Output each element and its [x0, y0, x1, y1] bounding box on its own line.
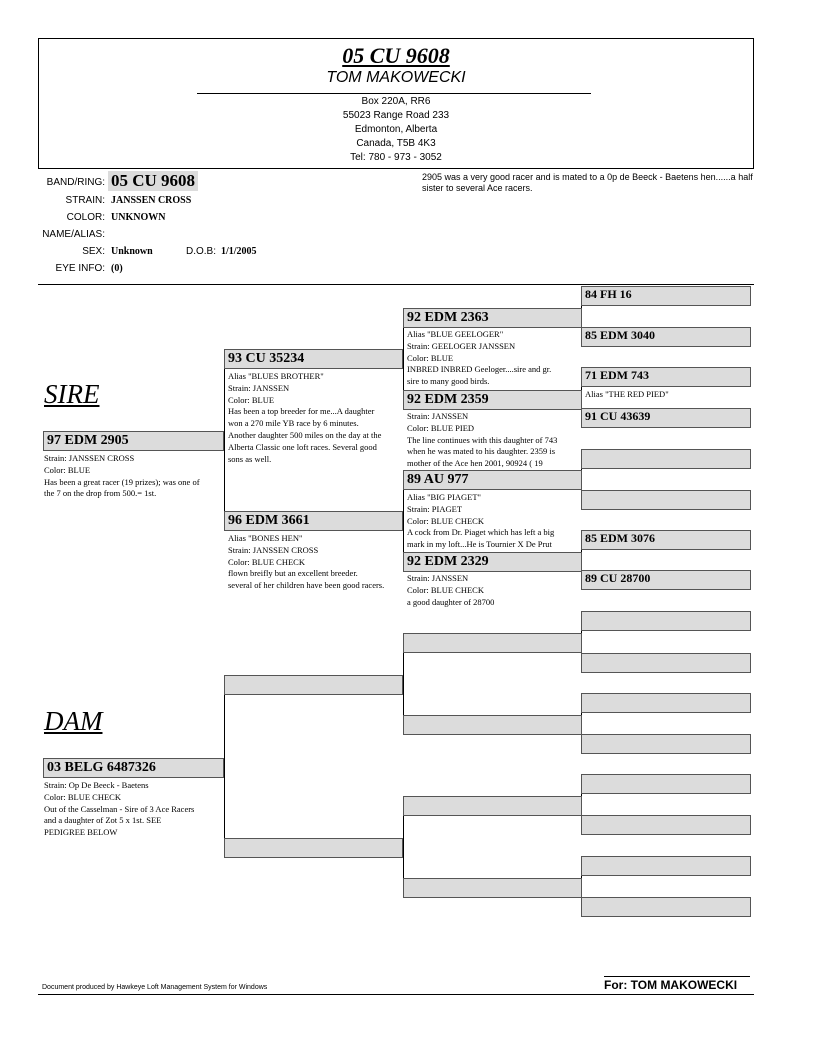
detail-line: flown breifly but an excellent breeder.	[228, 568, 358, 579]
pedigree-header	[38, 38, 754, 169]
detail-line: A cock from Dr. Piaget which has left a big	[407, 527, 555, 538]
color-value: UNKNOWN	[111, 212, 166, 223]
sds-band: 89 AU 977	[403, 470, 582, 490]
g4-band-1: 84 FH 16	[581, 286, 751, 306]
sire-band: 97 EDM 2905	[43, 431, 224, 451]
detail-line: Color: BLUE CHECK	[407, 515, 484, 526]
dam-color: Color: BLUE CHECK	[44, 791, 121, 802]
sdd-details	[407, 573, 581, 608]
detail-line: Alberta Classic one loft races. Several good	[228, 441, 377, 452]
detail-line: sire to many good birds.	[407, 376, 490, 387]
g4-band-3-alias: Alias "THE RED PIED"	[585, 389, 669, 399]
detail-line: The line continues with this daughter of 743	[407, 434, 558, 445]
address-line: Box 220A, RR6	[361, 96, 431, 107]
detail-line: mark in my loft...He is Tournier X De Prut	[407, 539, 552, 550]
address-line: Tel: 780 - 973 - 3052	[350, 152, 442, 163]
dam-comment: PEDIGREE BELOW	[44, 827, 118, 838]
detail-line: Alias "BIG PIAGET"	[407, 492, 481, 502]
sds-details	[407, 492, 581, 551]
g4-band-16	[581, 897, 751, 917]
header-owner: TOM MAKOWECKI	[326, 69, 466, 86]
strain-label: STRAIN:	[65, 195, 105, 206]
ssd-details	[407, 411, 581, 470]
detail-line: Strain: PIAGET	[407, 503, 463, 514]
color-label: COLOR:	[66, 212, 105, 223]
detail-line: Strain: GEELOGER JANSSEN	[407, 340, 516, 351]
g4-band-15	[581, 856, 751, 876]
sex-value: Unknown	[111, 246, 153, 257]
ddd-band	[403, 878, 582, 898]
dsd-band	[403, 715, 582, 735]
detail-line: won a 270 mile YB race by 6 minutes.	[228, 418, 359, 429]
detail-line: Strain: JANSSEN	[407, 411, 469, 421]
band-label: BAND/RING:	[46, 177, 105, 188]
footer-owner: For: TOM MAKOWECKI	[604, 976, 750, 992]
sire-details	[44, 453, 224, 500]
g4-band-11	[581, 693, 751, 713]
address-line: Canada, T5B 4K3	[356, 138, 436, 149]
header-band: 05 CU 9608	[342, 43, 450, 68]
dss-band	[403, 633, 582, 653]
dam-details	[44, 780, 224, 839]
sire-dam-band: 96 EDM 3661	[224, 511, 403, 531]
connector	[224, 685, 225, 848]
detail-line: Alias "BLUE GEELOGER"	[407, 329, 504, 339]
dam-band: 03 BELG 6487326	[43, 758, 224, 778]
strain-value: JANSSEN CROSS	[111, 195, 192, 206]
sire-comment: Has been a great racer (19 prizes); was one of	[44, 476, 200, 487]
detail-line: Color: BLUE CHECK	[228, 556, 305, 567]
sire-label: SIRE	[44, 379, 100, 409]
detail-line: a good daughter of 28700	[407, 596, 495, 607]
g4-band-12	[581, 734, 751, 754]
dds-band	[403, 796, 582, 816]
section-divider	[38, 284, 754, 285]
detail-line: Alias "BONES HEN"	[228, 533, 303, 543]
g4-band-8: 89 CU 28700	[581, 570, 751, 590]
g4-band-4: 91 CU 43639	[581, 408, 751, 428]
detail-line: when he was mated to his daughter. 2359 is	[407, 446, 556, 457]
sire-strain: Strain: JANSSEN CROSS	[44, 453, 135, 463]
connector	[403, 318, 404, 400]
g4-band-5	[581, 449, 751, 469]
dam-comment: and a daughter of Zot 5 x 1st. SEE	[44, 815, 162, 826]
notes-text: 2905 was a very good racer and is mated to a 0p de Beeck - Baetens hen......a half sister to several Ace racers.	[422, 172, 753, 193]
detail-line: Strain: JANSSEN CROSS	[228, 544, 319, 555]
g4-band-13	[581, 774, 751, 794]
sex-label: SEX:	[82, 246, 105, 257]
dob-label: D.O.B:	[186, 246, 217, 257]
address-line: 55023 Range Road 233	[342, 110, 450, 121]
sss-details	[407, 329, 581, 388]
connector	[403, 643, 404, 725]
footer-divider	[38, 994, 754, 995]
eye-value: (0)	[111, 263, 123, 274]
address-line: Edmonton, Alberta	[354, 124, 438, 135]
detail-line: Another daughter 500 miles on the day at the	[228, 429, 382, 440]
detail-line: INBRED INBRED Geeloger....sire and gr.	[407, 364, 552, 375]
sire-comment: the 7 on the drop from 500.= 1st.	[44, 488, 157, 499]
detail-line: Strain: JANSSEN	[228, 382, 290, 393]
band-value: 05 CU 9608	[108, 171, 198, 191]
dam-dam-band	[224, 838, 403, 858]
g4-band-6	[581, 490, 751, 510]
detail-line: Alias "BLUES BROTHER"	[228, 371, 324, 381]
g4-band-2: 85 EDM 3040	[581, 327, 751, 347]
eye-label: EYE INFO:	[55, 263, 105, 274]
g4-band-7: 85 EDM 3076	[581, 530, 751, 550]
sire-sire-band: 93 CU 35234	[224, 349, 403, 369]
detail-line: several of her children have been good racers.	[228, 580, 385, 591]
ssd-band: 92 EDM 2359	[403, 390, 582, 410]
detail-line: Has been a top breeder for me...A daughter	[228, 406, 375, 417]
header-rule	[197, 93, 591, 94]
footer-credit: Document produced by Hawkeye Loft Management System for Windows	[42, 984, 268, 991]
g4-band-3: 71 EDM 743	[581, 367, 751, 387]
g4-band-14	[581, 815, 751, 835]
connector	[403, 806, 404, 888]
dam-comment: Out of the Casselman - Sire of 3 Ace Racers	[44, 803, 195, 814]
dob-value: 1/1/2005	[221, 246, 257, 257]
detail-line: mother of the Ace hen 2001, 90924 ( 19	[407, 458, 543, 469]
g4-band-10	[581, 653, 751, 673]
connector	[403, 480, 404, 562]
detail-line: Color: BLUE	[228, 394, 275, 405]
detail-line: Color: BLUE CHECK	[407, 584, 484, 595]
g4-band-9	[581, 611, 751, 631]
name-label: NAME/ALIAS:	[42, 229, 105, 240]
sss-band: 92 EDM 2363	[403, 308, 582, 328]
detail-line: Color: BLUE PIED	[407, 422, 475, 433]
detail-line: Color: BLUE	[407, 352, 454, 363]
sire-sire-details	[228, 371, 402, 465]
dam-label: DAM	[44, 706, 103, 736]
detail-line: sons as well.	[228, 453, 272, 464]
sdd-band: 92 EDM 2329	[403, 552, 582, 572]
connector	[224, 360, 225, 520]
detail-line: Strain: JANSSEN	[407, 573, 469, 583]
dam-sire-band	[224, 675, 403, 695]
sire-color: Color: BLUE	[44, 464, 91, 475]
dam-strain: Strain: Op De Beeck - Baetens	[44, 780, 149, 790]
sire-dam-details	[228, 533, 402, 592]
